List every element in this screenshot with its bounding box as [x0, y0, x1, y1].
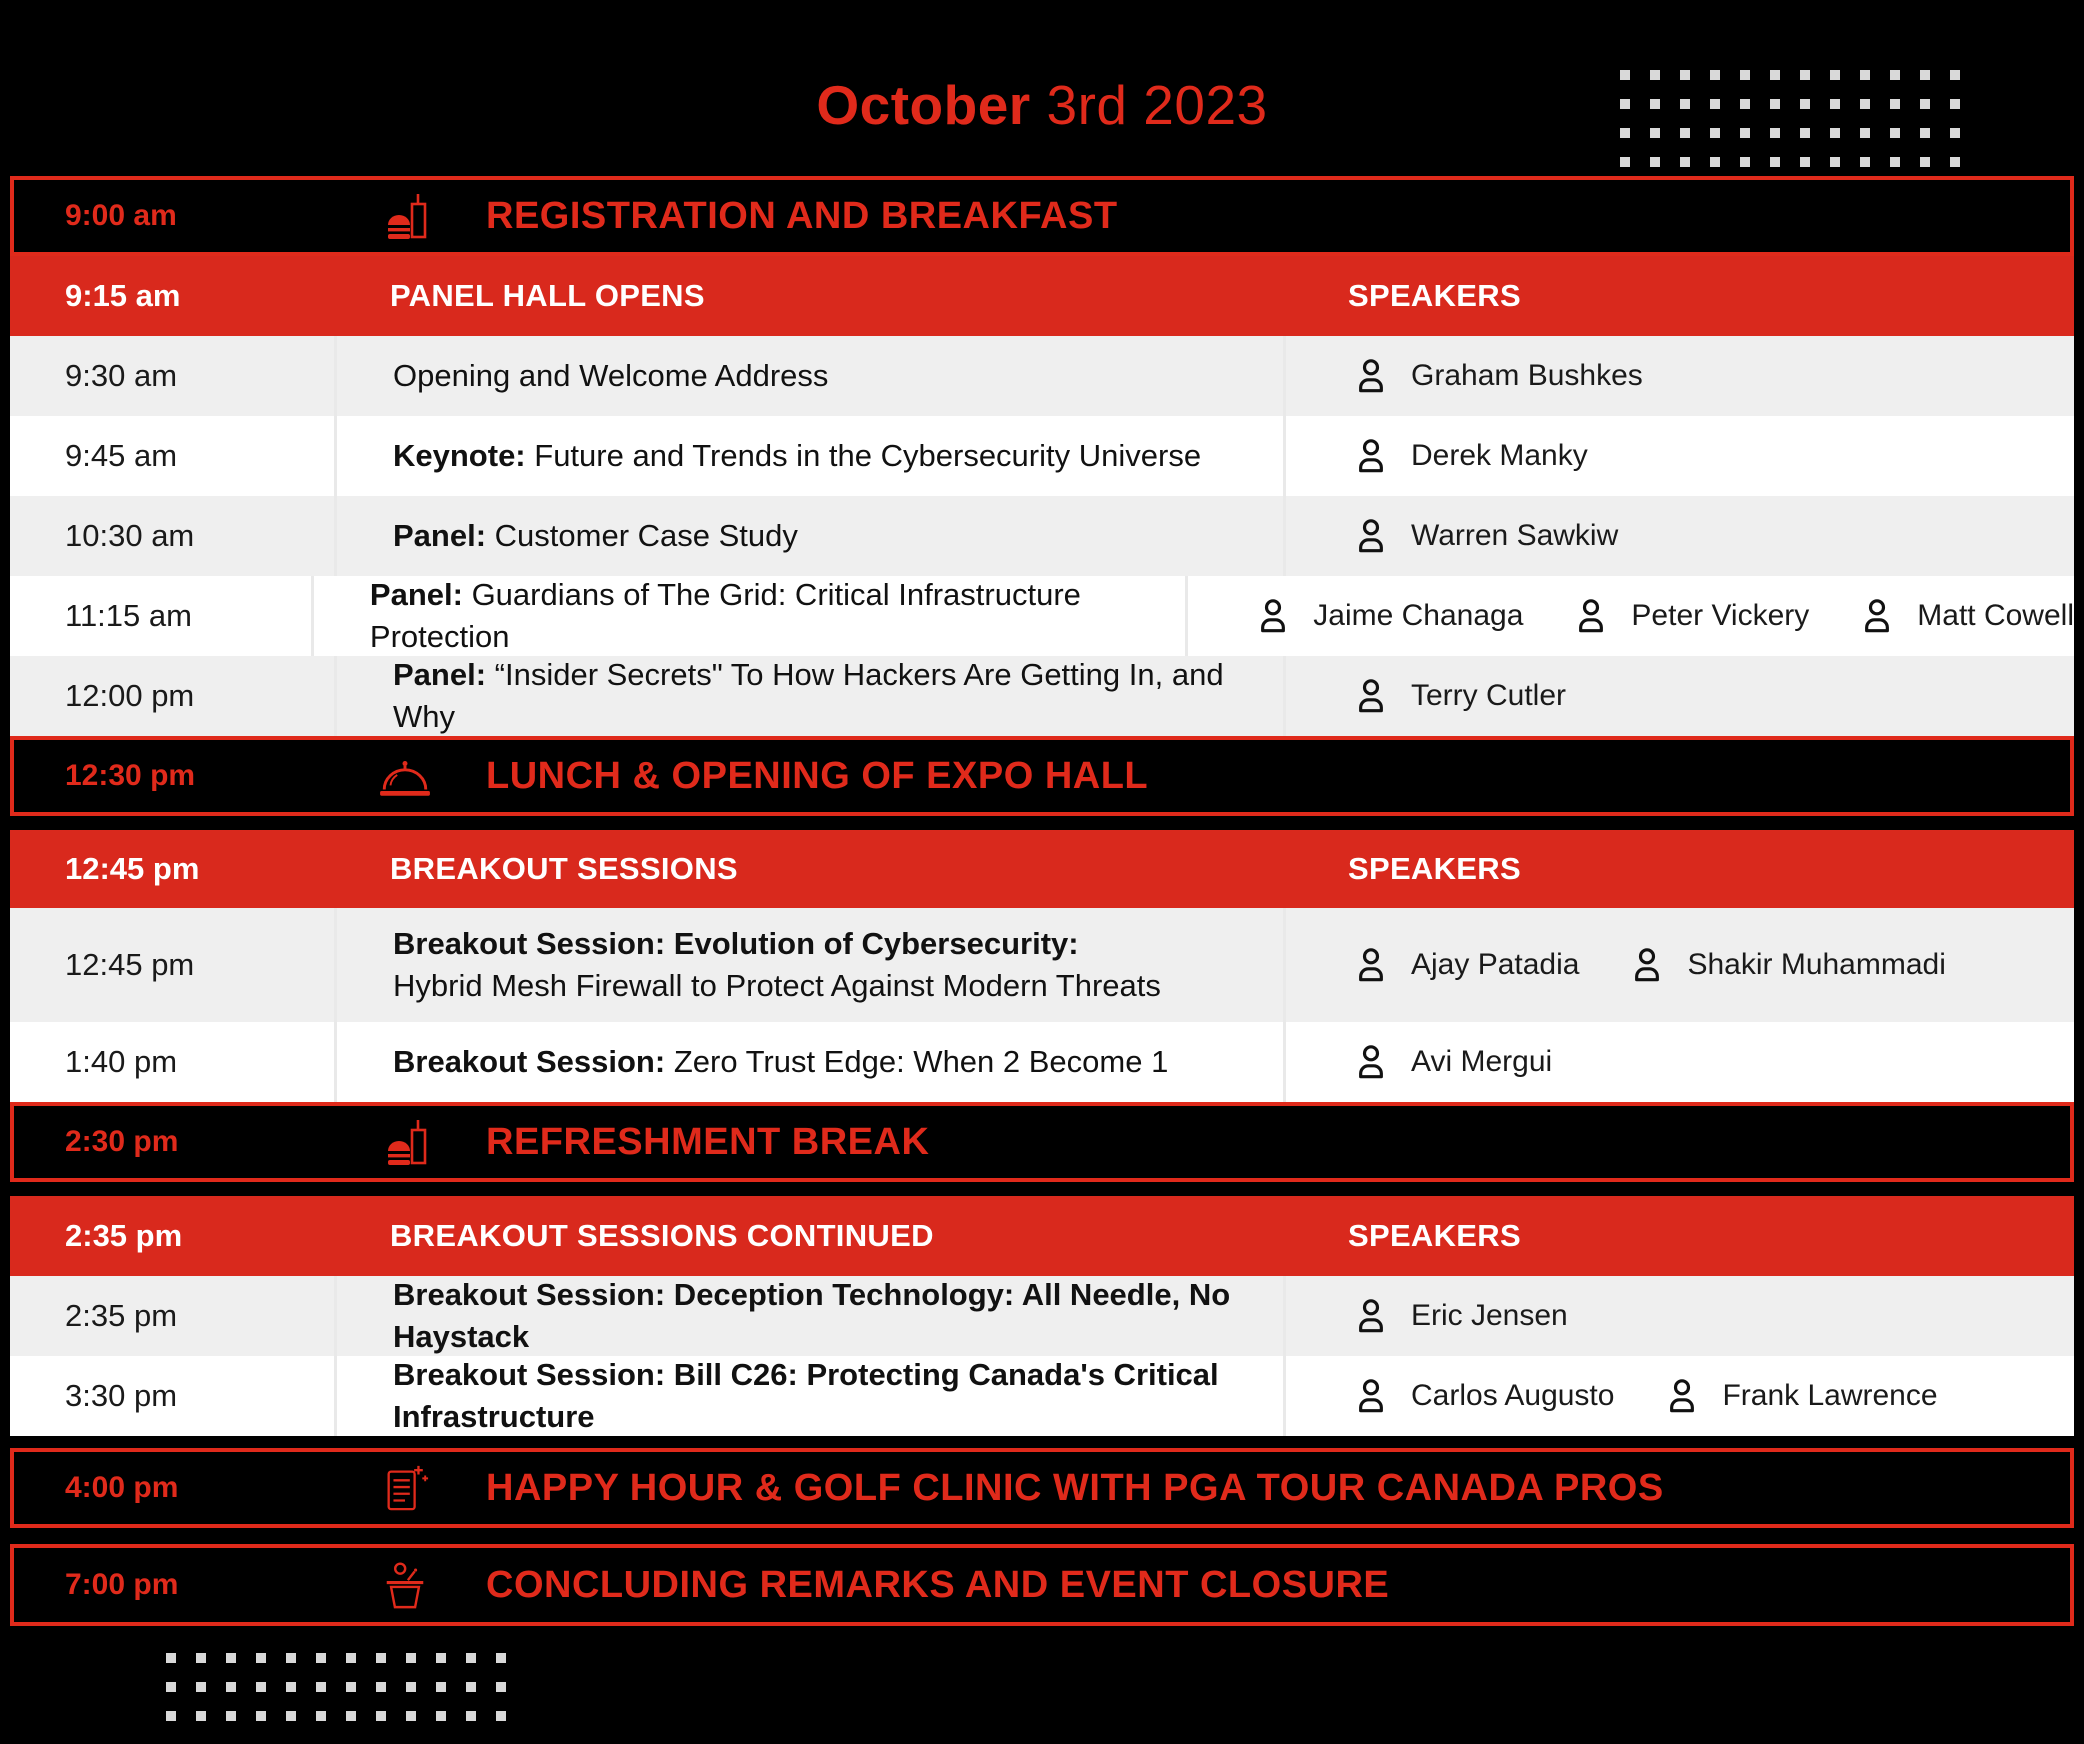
speaker	[1351, 1376, 1614, 1416]
row-time: 1:40 pm	[65, 1044, 178, 1079]
title-rest: 3rd 2023	[1030, 74, 1268, 136]
section-header-panel	[10, 256, 2074, 336]
row-time: 9:45 am	[65, 438, 178, 473]
speaker	[1351, 516, 1618, 556]
row-session: Panel: “Insider Secrets" To How Hackers Are Getting In, and Why	[334, 656, 1283, 736]
section-label: BREAKOUT SESSIONS	[390, 851, 738, 886]
person-icon	[1351, 1376, 1391, 1416]
row-speakers	[1283, 908, 2074, 1022]
speaker-name: Warren Sawkiw	[1411, 519, 1619, 552]
row-session: Keynote: Future and Trends in the Cybersecurity Universe	[334, 416, 1283, 496]
row-time: 10:30 am	[65, 518, 195, 553]
speaker	[1351, 945, 1579, 985]
person-icon	[1627, 945, 1667, 985]
person-icon	[1857, 596, 1897, 636]
row-session: Breakout Session: Bill C26: Protecting Canada's Critical Infrastructure	[334, 1356, 1283, 1436]
row-speakers	[1283, 1022, 2074, 1102]
schedule-row	[10, 1356, 2074, 1436]
row-time: 2:35 pm	[65, 1298, 178, 1333]
speakers-column-header: SPEAKERS	[1348, 1218, 1521, 1253]
speaker-name: Carlos Augusto	[1411, 1379, 1615, 1412]
section-header-breakout	[10, 830, 2074, 908]
banner-label: HAPPY HOUR & GOLF CLINIC WITH PGA TOUR CANADA PROS	[486, 1466, 1664, 1509]
speaker-name: Eric Jensen	[1411, 1299, 1568, 1332]
banner-refreshment	[10, 1102, 2074, 1182]
speaker	[1351, 676, 1566, 716]
banner-label: CONCLUDING REMARKS AND EVENT CLOSURE	[486, 1563, 1390, 1606]
row-speakers	[1283, 1356, 2074, 1436]
row-session: Breakout Session: Deception Technology: All Needle, No Haystack	[334, 1276, 1283, 1356]
person-icon	[1351, 676, 1391, 716]
section-header-breakout-continued	[10, 1196, 2074, 1276]
speaker	[1351, 436, 1588, 476]
speakers-column-header: SPEAKERS	[1348, 278, 1521, 313]
row-time: 11:15 am	[65, 598, 192, 633]
speaker-name: Shakir Muhammadi	[1687, 948, 1946, 981]
row-speakers	[1283, 1276, 2074, 1356]
speaker	[1662, 1376, 1937, 1416]
person-icon	[1351, 436, 1391, 476]
speakers-column-header: SPEAKERS	[1348, 851, 1521, 886]
row-speakers	[1283, 336, 2074, 416]
row-time: 3:30 pm	[65, 1378, 178, 1413]
speaker-name: Jaime Chanaga	[1313, 599, 1524, 632]
person-icon	[1351, 516, 1391, 556]
banner-time: 4:00 pm	[65, 1471, 179, 1504]
cloche-icon	[376, 755, 434, 797]
person-icon	[1351, 1042, 1391, 1082]
section-time: 9:15 am	[65, 278, 181, 313]
speaker	[1857, 596, 2074, 636]
row-speakers	[1185, 576, 2074, 656]
section-time: 2:35 pm	[65, 1218, 183, 1253]
banner-label: REFRESHMENT BREAK	[486, 1120, 930, 1163]
speaker-name: Graham Bushkes	[1411, 359, 1643, 392]
speaker	[1253, 596, 1523, 636]
speaker	[1571, 596, 1809, 636]
person-icon	[1571, 596, 1611, 636]
speaker	[1627, 945, 1945, 985]
person-icon	[1662, 1376, 1702, 1416]
speaker-name: Avi Mergui	[1411, 1045, 1553, 1078]
row-time: 12:00 pm	[65, 678, 195, 713]
banner-closing	[10, 1544, 2074, 1626]
speaker	[1351, 1296, 1568, 1336]
schedule-row	[10, 496, 2074, 576]
clipboard-sparkle-icon	[376, 1463, 434, 1513]
row-session: Breakout Session: Evolution of Cybersecurity: Hybrid Mesh Firewall to Protect Against Modern Threats	[334, 908, 1283, 1022]
speaker-name: Peter Vickery	[1631, 599, 1810, 632]
banner-registration	[10, 176, 2074, 256]
schedule-row	[10, 656, 2074, 736]
burger-drink-icon	[376, 1117, 434, 1167]
row-speakers	[1283, 656, 2074, 736]
person-icon	[1253, 596, 1293, 636]
section-label: PANEL HALL OPENS	[390, 278, 705, 313]
dot-pattern-bottom-left	[166, 1653, 506, 1721]
banner-label: LUNCH & OPENING OF EXPO HALL	[486, 754, 1149, 797]
dot-pattern-top-right	[1620, 70, 1960, 167]
row-session: Panel: Guardians of The Grid: Critical Infrastructure Protection	[311, 576, 1185, 656]
speaker-name: Derek Manky	[1411, 439, 1588, 472]
banner-label: REGISTRATION AND BREAKFAST	[486, 194, 1118, 237]
banner-lunch	[10, 736, 2074, 816]
banner-happy-hour	[10, 1448, 2074, 1528]
schedule-row	[10, 1276, 2074, 1356]
row-session: Opening and Welcome Address	[334, 336, 1283, 416]
speaker	[1351, 1042, 1552, 1082]
speaker	[1351, 356, 1643, 396]
row-time: 9:30 am	[65, 358, 178, 393]
title-month: October	[816, 74, 1031, 136]
banner-time: 7:00 pm	[65, 1568, 179, 1601]
person-icon	[1351, 356, 1391, 396]
banner-time: 9:00 am	[65, 199, 177, 232]
row-speakers	[1283, 496, 2074, 576]
schedule-row	[10, 1022, 2074, 1102]
banner-time: 12:30 pm	[65, 759, 196, 792]
row-session: Breakout Session: Zero Trust Edge: When 2 Become 1	[334, 1022, 1283, 1102]
row-session: Panel: Customer Case Study	[334, 496, 1283, 576]
schedule-row	[10, 908, 2074, 1022]
podium-speaker-icon	[376, 1560, 434, 1610]
schedule-row	[10, 576, 2074, 656]
section-label: BREAKOUT SESSIONS CONTINUED	[390, 1218, 934, 1253]
person-icon	[1351, 945, 1391, 985]
schedule-row	[10, 336, 2074, 416]
schedule-row	[10, 416, 2074, 496]
section-time: 12:45 pm	[65, 851, 200, 886]
banner-time: 2:30 pm	[65, 1125, 179, 1158]
speaker-name: Ajay Patadia	[1411, 948, 1580, 981]
burger-drink-icon	[376, 191, 434, 241]
speaker-name: Terry Cutler	[1411, 679, 1567, 712]
person-icon	[1351, 1296, 1391, 1336]
row-speakers	[1283, 416, 2074, 496]
row-time: 12:45 pm	[65, 947, 195, 982]
speaker-name: Frank Lawrence	[1722, 1379, 1938, 1412]
speaker-name: Matt Cowell	[1917, 599, 2074, 632]
